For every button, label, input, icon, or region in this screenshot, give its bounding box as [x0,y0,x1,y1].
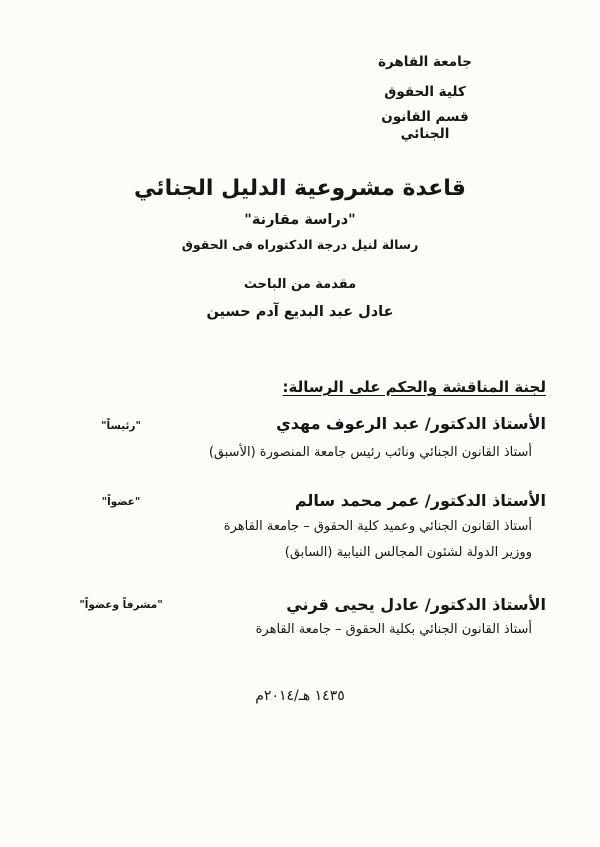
committee-member-3-role: "مشرفاً وعضواً" [79,599,163,611]
faculty-name: كلية الحقوق [384,84,466,100]
committee-member-2-description-2: ووزير الدولة لشئون المجالس النيابية (السابق) [284,545,532,560]
university-header [364,54,486,143]
thesis-title: قاعدة مشروعية الدليل الجنائي [134,176,466,201]
presented-by-label: مقدمة من الباحث [243,277,357,292]
committee-member-1-description: أستاذ القانون الجنائي ونائب رئيس جامعة المنصورة (الأسبق) [208,445,532,460]
committee-member-1-role: "رئيساً" [101,420,141,432]
thesis-subtitle: "دراسة مقارنة" [244,212,356,228]
author-name: عادل عبد البديع آدم حسين [206,304,394,320]
committee-member-3-description: أستاذ القانون الجنائي بكلية الحقوق – جامعة القاهرة [255,622,532,637]
committee-member-2-role: "عضواً" [101,496,141,508]
title-block [0,174,600,253]
university-name: جامعة القاهرة [378,54,472,70]
committee-member-1-name: الأستاذ الدكتور/ عبد الرعوف مهدي [276,414,546,433]
degree-statement: رسالة لنيل درجة الدكتوراه فى الحقوق [181,237,419,252]
committee-member-2-description-1: أستاذ القانون الجنائي وعميد كلية الحقوق – جامعة القاهرة [223,519,532,534]
publication-date: ١٤٣٥ هـ/٢٠١٤م [255,688,345,704]
author-block [0,276,600,323]
committee-heading: لجنة المناقشة والحكم على الرسالة: [282,378,546,396]
committee-member-2-name: الأستاذ الدكتور/ عمر محمد سالم [294,491,546,510]
committee-member-3-name: الأستاذ الدكتور/ عادل يحيى قرني [286,595,546,614]
department-name: قسم القانون الجنائي [381,109,469,142]
